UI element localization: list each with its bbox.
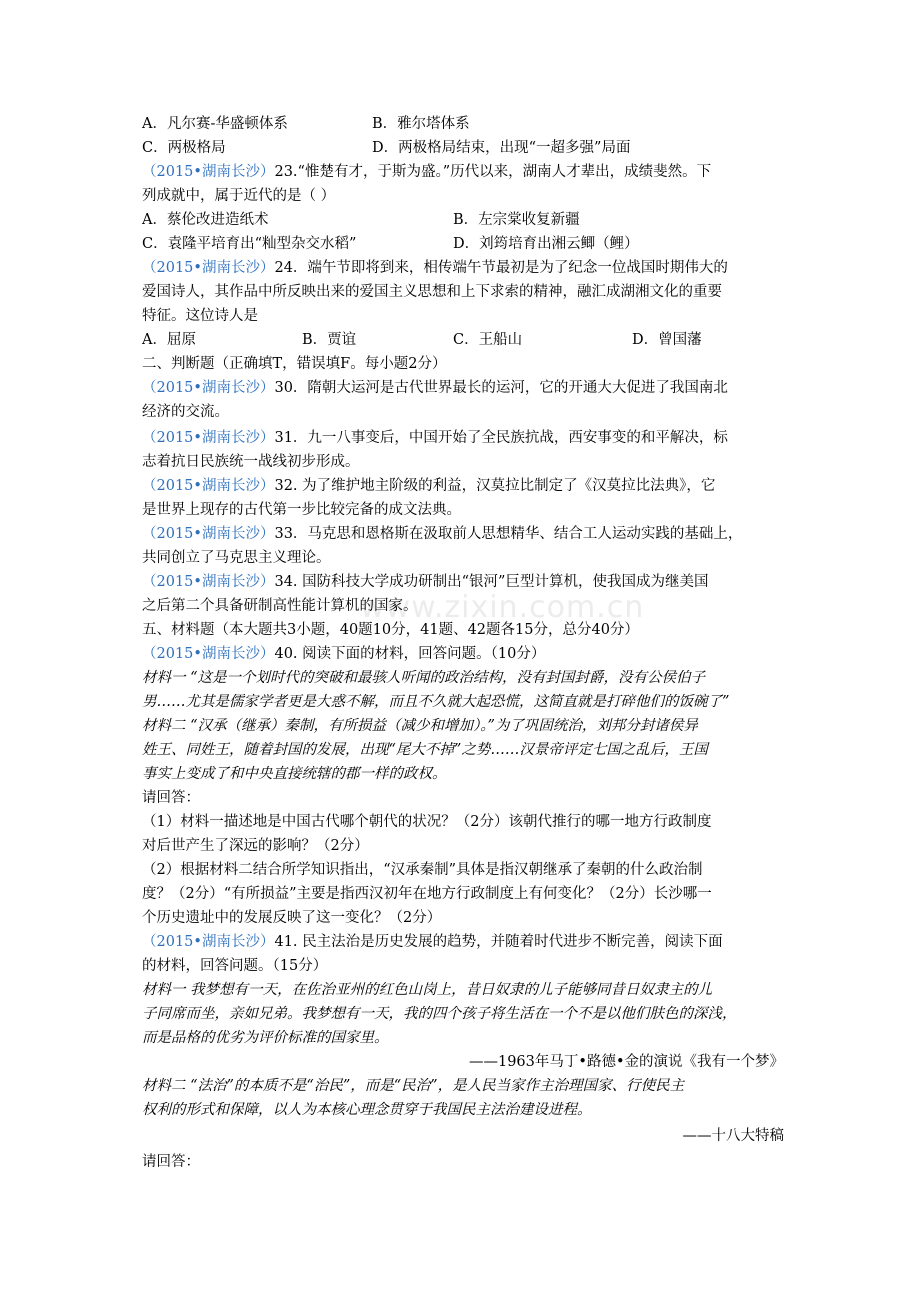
q41-prompt: 请回答：	[142, 1154, 200, 1170]
source-tag: （2015•湖南长沙）	[142, 574, 275, 590]
q40-part-1-line-1: （1）材料一描述地是中国古代哪个朝代的状况？（2分）该朝代推行的哪一地方行政制度	[142, 814, 712, 830]
q30-line-1	[142, 376, 792, 400]
q33-text: 33．马克思和恩格斯在汲取前人思想精华、结合工人运动实践的基础上，	[274, 526, 743, 542]
source-tag: （2015•湖南长沙）	[142, 526, 275, 542]
q23-text: 23.“惟楚有才，于斯为盛。”历代以来，湖南人才辈出，成绩斐然。下	[274, 164, 712, 180]
q23-option-d: D．刘筠培育出湘云鲫（鲤）	[453, 236, 639, 252]
q22-option-c: C．两极格局	[142, 140, 226, 156]
q23-option-c: C．袁隆平培育出“籼型杂交水稻”	[142, 236, 357, 252]
q23-option-a: A．蔡伦改进造纸术	[142, 212, 269, 228]
q34-text: 34. 国防科技大学成功研制出“银河”巨型计算机，使我国成为继美国	[274, 574, 709, 590]
q31-text: 31．九一八事变后，中国开始了全民族抗战，西安事变的和平解决，标	[274, 430, 728, 446]
q41-text: 41. 民主法治是历史发展的趋势，并随着时代进步不断完善，阅读下面	[274, 934, 723, 950]
q31-line-1	[142, 426, 792, 450]
q23-line-2: 列成就中，属于近代的是（ ）	[142, 188, 336, 204]
q32-line-2: 是世界上现存的古代第一步比较完备的成文法典。	[142, 502, 461, 518]
q24-line-3: 特征。这位诗人是	[142, 308, 258, 324]
q41-material-1-line-1: 材料一 我梦想有一天，在佐治亚州的红色山岗上，昔日奴隶的儿子能够同昔日奴隶主的儿	[142, 982, 713, 998]
source-tag: （2015•湖南长沙）	[142, 934, 275, 950]
source-tag: （2015•湖南长沙）	[142, 646, 275, 662]
q40-part-2-line-2: 度？（2分）“有所损益”主要是指西汉初年在地方行政制度上有何变化？（2分）长沙哪一	[142, 886, 712, 902]
q24-option-b: B．贾谊	[302, 332, 357, 348]
q41-material-2-line-2: 权利的形式和保障，以人为本核心理念贯穿于我国民主法治建设进程。	[142, 1102, 592, 1118]
source-tag: （2015•湖南长沙）	[142, 164, 275, 180]
q34-line-1	[142, 570, 792, 594]
q24-text: 24．端午节即将到来，相传端午节最初是为了纪念一位战国时期伟大的	[274, 260, 728, 276]
q41-material-1-line-2: 子同席而坐，亲如兄弟。我梦想有一天，我的四个孩子将生活在一个不是以他们肤色的深浅，	[142, 1006, 737, 1022]
q40-part-1-line-2: 对后世产生了深远的影响？（2分）	[142, 838, 369, 854]
q24-option-d: D．曾国藩	[632, 332, 702, 348]
q41-material-1-line-3: 而是品格的优劣为评价标准的国家里。	[142, 1030, 389, 1046]
q41-material-2-line-1: 材料二 “法治”的本质不是“治民”，而是“民治”，是人民当家作主治理国家、行使民主	[142, 1078, 685, 1094]
q23-option-row-2	[142, 232, 792, 256]
q33-line-2: 共同创立了马克思主义理论。	[142, 550, 331, 566]
q23-line-1	[142, 160, 792, 184]
source-tag: （2015•湖南长沙）	[142, 478, 275, 494]
q31-line-2: 志着抗日民族统一战线初步形成。	[142, 454, 360, 470]
q22-option-row-1	[142, 112, 792, 136]
q24-option-c: C．王船山	[453, 332, 523, 348]
q41-line-2: 的材料，回答问题。（15分）	[142, 958, 328, 974]
q40-text: 40. 阅读下面的材料，回答问题。（10分）	[274, 646, 546, 662]
q22-option-row-2	[142, 136, 792, 160]
q41-material-1-source: ——1963年马丁•路德•金的演说《我有一个梦》	[468, 1054, 784, 1070]
q40-material-2-line-1: 材料二 “汉承（继承）秦制，有所损益（减少和增加）。”为了巩固统治，刘邦分封诸侯异	[142, 718, 698, 734]
watermark: www.zixin.com.cn	[360, 590, 645, 625]
q30-line-2: 经济的交流。	[142, 404, 229, 420]
q34-line-2: 之后第二个具备研制高性能计算机的国家。	[142, 598, 418, 614]
source-tag: （2015•湖南长沙）	[142, 260, 275, 276]
q24-line-1	[142, 256, 792, 280]
q23-option-b: B．左宗棠收复新疆	[453, 212, 580, 228]
q22-option-a: A．凡尔赛-华盛顿体系	[142, 116, 288, 132]
q40-material-1-line-1: 材料一 “这是一个划时代的突破和最骇人听闻的政治结构，没有封国封爵，没有公侯伯子	[142, 670, 706, 686]
q30-text: 30．隋朝大运河是古代世界最长的运河，它的开通大大促进了我国南北	[274, 380, 728, 396]
q40-part-2-line-3: 个历史遗址中的发展反映了这一变化？（2分）	[142, 910, 442, 926]
q40-material-1-line-2: 男……尤其是儒家学者更是大惑不解，而且不久就大起恐慌，这简直就是打碎他们的饭碗了”	[142, 694, 730, 710]
q40-prompt: 请回答：	[142, 790, 200, 806]
q24-option-row	[142, 328, 792, 352]
q32-text: 32. 为了维护地主阶级的利益，汉莫拉比制定了《汉莫拉比法典》，它	[274, 478, 716, 494]
source-tag: （2015•湖南长沙）	[142, 430, 275, 446]
q40-material-2-line-3: 事实上变成了和中央直接统辖的郡一样的政权。	[142, 766, 447, 782]
q41-line-1	[142, 930, 792, 954]
q40-part-2-line-1: （2）根据材料二结合所学知识指出，“汉承秦制”具体是指汉朝继承了秦朝的什么政治制	[142, 862, 703, 878]
section-heading-judgement: 二、判断题（正确填T，错误填F。每小题2分）	[142, 356, 447, 372]
q33-line-1	[142, 522, 792, 546]
section-heading-material: 五、材料题（本大题共3小题，40题10分，41题、42题各15分，总分40分）	[142, 622, 639, 638]
q40-material-2-line-2: 姓王、同姓王，随着封国的发展，出现“尾大不掉”之势……汉景帝评定七国之乱后，王国	[142, 742, 708, 758]
q40-heading	[142, 642, 792, 666]
q24-line-2: 爱国诗人，其作品中所反映出来的爱国主义思想和上下求索的精神，融汇成湖湘文化的重要	[142, 284, 722, 300]
q23-option-row-1	[142, 208, 792, 232]
q24-option-a: A．屈原	[142, 332, 196, 348]
q41-material-2-source: ——十八大特稿	[682, 1128, 784, 1144]
q22-option-b: B．雅尔塔体系	[372, 116, 470, 132]
q32-line-1	[142, 474, 792, 498]
source-tag: （2015•湖南长沙）	[142, 380, 275, 396]
q22-option-d: D．两极格局结束，出现“一超多强”局面	[372, 140, 631, 156]
